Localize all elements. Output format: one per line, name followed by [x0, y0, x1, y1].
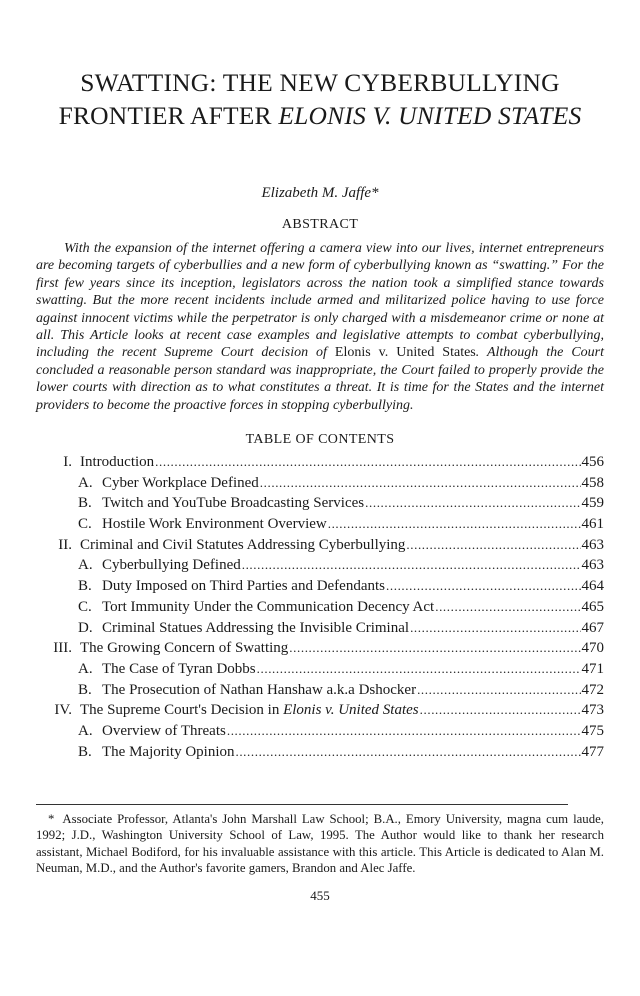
toc-heading: TABLE OF CONTENTS [245, 432, 395, 447]
title-case-name: ELONIS V. UNITED STATES [278, 101, 582, 130]
toc-leader-dots [257, 659, 581, 680]
toc-entry[interactable] [36, 576, 604, 597]
toc-entry-page: 461 [581, 516, 604, 533]
toc-entry-page: 467 [581, 619, 604, 636]
toc-entry-number: II. [58, 536, 72, 553]
table-of-contents [36, 452, 604, 762]
toc-entry-page: 458 [581, 474, 604, 491]
toc-entry[interactable] [36, 700, 604, 721]
toc-entry-label: Criminal and Civil Statutes Addressing Cyberbullying [80, 536, 406, 553]
toc-entry-label: Tort Immunity Under the Communication Decency Act [102, 598, 435, 615]
toc-entry-label: Introduction [80, 454, 155, 470]
toc-entry[interactable] [36, 742, 604, 763]
toc-entry-label [80, 700, 419, 721]
toc-entry-number: A. [78, 474, 93, 491]
toc-entry-number: A. [78, 722, 93, 739]
toc-leader-dots [417, 680, 580, 701]
toc-entry-number: I. [63, 454, 72, 470]
toc-entry[interactable] [36, 597, 604, 618]
toc-entry-number: C. [78, 516, 92, 533]
footnote-divider [36, 804, 568, 805]
toc-leader-dots [155, 452, 580, 473]
toc-entry-page: 463 [581, 557, 604, 574]
toc-entry-page: 475 [581, 722, 604, 739]
toc-entry-label: Cyberbullying Defined [102, 557, 241, 574]
toc-entry-number: D. [78, 619, 93, 636]
author-name: Elizabeth M. Jaffe* [261, 185, 379, 201]
toc-entry-number: B. [78, 495, 92, 512]
toc-entry[interactable] [36, 638, 604, 659]
toc-entry[interactable] [36, 473, 604, 494]
toc-leader-dots [386, 576, 580, 597]
toc-entry-label-text: The Supreme Court's Decision in [80, 702, 284, 719]
toc-entry-number: III. [53, 640, 72, 657]
abstract-text-part-2: . Although the Court concluded a reasonable person standard was inappropriate, the Court failed to properly provide the lower courts with direction as to what constitutes a threat. It is time for the States and the internet providers to become the proactive forces in stopping cyberbullying. [36, 345, 605, 413]
toc-entry-label: Hostile Work Environment Overview [102, 516, 327, 533]
toc-leader-dots [242, 555, 581, 576]
toc-entry-page: 470 [581, 640, 604, 657]
toc-entry-page: 477 [581, 743, 604, 760]
toc-entry[interactable] [36, 721, 604, 742]
toc-entry-label: Overview of Threats [102, 722, 226, 739]
toc-entry-page: 463 [581, 536, 604, 553]
toc-entry-number: B. [78, 578, 92, 595]
toc-entry[interactable] [36, 555, 604, 576]
toc-leader-dots [420, 700, 581, 721]
article-title [30, 66, 610, 132]
toc-entry-case-name: Elonis v. United States [283, 702, 419, 719]
toc-entry-number: B. [78, 681, 92, 698]
title-line-2 [30, 99, 610, 132]
toc-entry-label: The Growing Concern of Swatting [80, 640, 289, 657]
toc-entry-page: 456 [581, 454, 604, 470]
toc-entry-page: 459 [581, 495, 604, 512]
toc-entry[interactable] [36, 680, 604, 701]
toc-leader-dots [365, 493, 580, 514]
toc-entry-page: 472 [581, 681, 604, 698]
toc-entry-label: The Prosecution of Nathan Hanshaw a.k.a Dshocker [102, 681, 417, 698]
toc-entry[interactable] [36, 659, 604, 680]
toc-entry-label: Twitch and YouTube Broadcasting Services [102, 495, 365, 512]
title-line-2-prefix: FRONTIER AFTER [58, 101, 279, 130]
footnote-mark: * [48, 812, 55, 826]
toc-leader-dots [235, 742, 580, 763]
abstract-heading: ABSTRACT [281, 217, 359, 232]
abstract-case-name: Elonis v. United States [334, 345, 476, 361]
toc-entry-number: B. [78, 743, 92, 760]
author-footnote [36, 811, 604, 877]
toc-leader-dots [435, 597, 580, 618]
toc-entry-page: 465 [581, 598, 604, 615]
toc-entry[interactable] [36, 618, 604, 639]
toc-leader-dots [328, 514, 581, 535]
toc-entry[interactable] [36, 493, 604, 514]
title-line-1: SWATTING: THE NEW CYBERBULLYING [80, 68, 560, 97]
toc-leader-dots [410, 618, 580, 639]
toc-leader-dots [227, 721, 581, 742]
page-number: 455 [310, 888, 330, 903]
toc-entry-page: 471 [581, 660, 604, 677]
footnote-text: Associate Professor, Atlanta's John Marshall Law School; B.A., Emory University, magna cum laude, 1992; J.D., Washington University School of Law, 1995. The Author would like to thank her research assistant, Michael Bodiford, for his invaluable assistance with this article. This Article is dedicated to Alan M. Neuman, M.D., and the Author's favorite gamers, Brandon and Alec Jaffe. [36, 812, 604, 876]
toc-entry[interactable] [36, 514, 604, 535]
toc-entry-page: 464 [581, 578, 604, 595]
toc-leader-dots [260, 473, 581, 494]
toc-entry[interactable] [36, 452, 604, 473]
abstract-text-part-1: With the expansion of the internet offering a camera view into our lives, internet entrepreneurs are becoming targets of cyberbullies and a new form of cyberbullying known as “swatting.” For the first few years since its inception, legislators across the nation took a simplified stance towards swatting. But the more recent incidents include armed and militarized police having to use force against innocent victims while the perpetrator is only charged with a misdemeanor crime or none at all. This Article looks at recent case examples and legislative attempts to combat cyberbullying, including the recent Supreme Court decision of [36, 241, 604, 361]
toc-entry-page: 473 [581, 702, 604, 719]
toc-entry-label: Duty Imposed on Third Parties and Defendants [102, 578, 386, 595]
toc-entry-number: IV. [54, 702, 72, 719]
toc-leader-dots [406, 535, 580, 556]
toc-entry-number: A. [78, 660, 93, 677]
toc-leader-dots [289, 638, 580, 659]
toc-entry-label: Criminal Statues Addressing the Invisible Criminal [102, 619, 410, 636]
toc-entry-label: Cyber Workplace Defined [102, 474, 259, 491]
toc-entry-label: The Majority Opinion [102, 743, 235, 760]
toc-entry[interactable] [36, 535, 604, 556]
toc-entry-number: C. [78, 598, 92, 615]
toc-entry-number: A. [78, 557, 93, 574]
toc-entry-label: The Case of Tyran Dobbs [102, 660, 256, 677]
abstract-body [36, 240, 604, 414]
